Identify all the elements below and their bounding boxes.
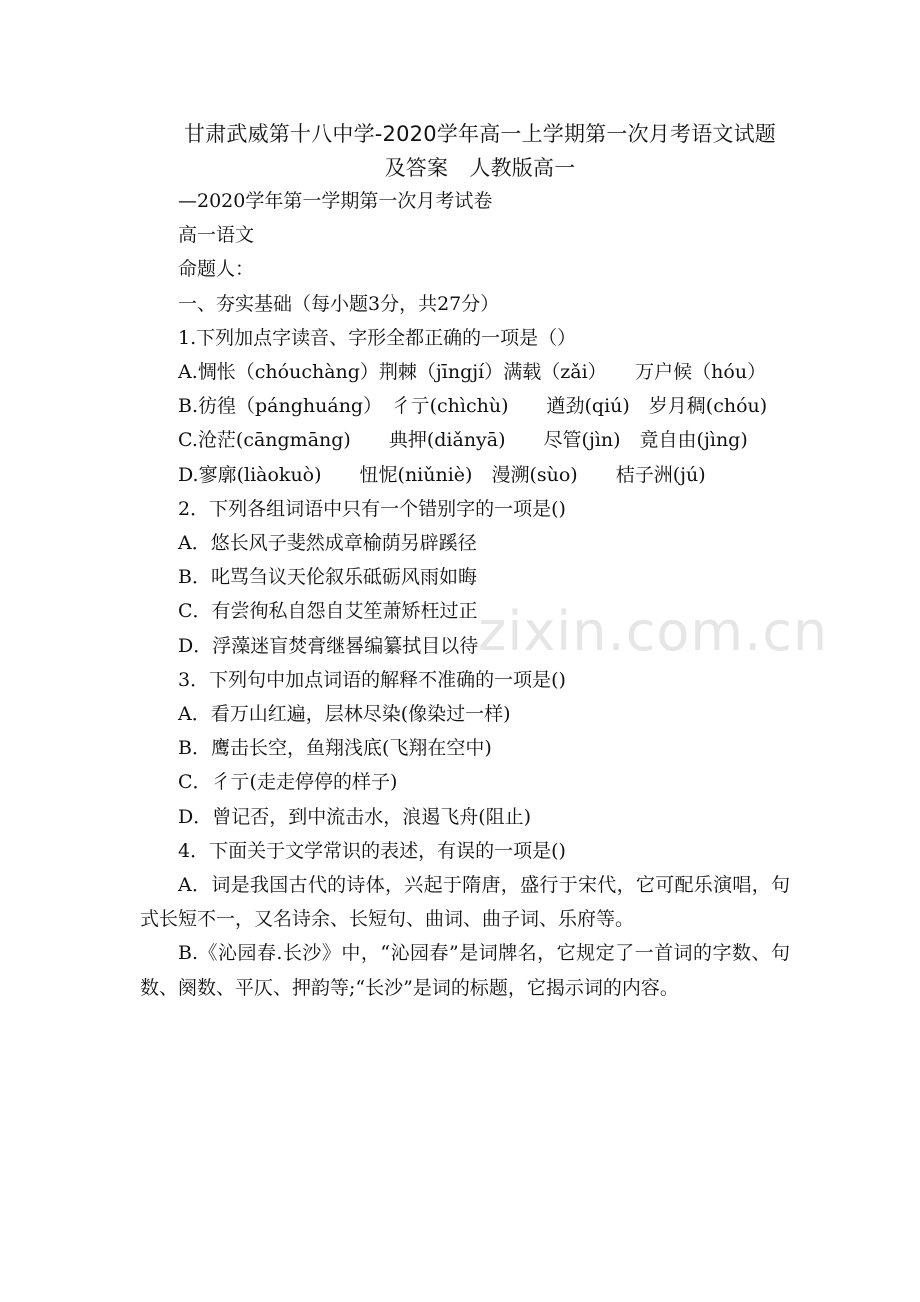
- question-4: 4．下面关于文学常识的表述，有误的一项是(): [178, 839, 566, 862]
- q2-option-c: C．有尝徇私自怨自艾笙萧矫枉过正: [178, 600, 478, 623]
- watermark: zixin.com.cn: [478, 600, 829, 663]
- q1-option-a: A.惆怅（chóuchàng）荆棘（jīngjí）满载（zǎi） 万户候（hóu）: [178, 361, 767, 384]
- q3-option-d: D．曾记否，到中流击水，浪遏飞舟(阻止): [178, 805, 532, 828]
- author-line: 命题人：: [178, 258, 255, 281]
- q3-option-a: A．看万山红遍，层林尽染(像染过一样): [178, 703, 511, 726]
- q3-option-b: B．鹰击长空，鱼翔浅底(飞翔在空中): [178, 737, 492, 760]
- question-1: 1.下列加点字读音、字形全都正确的一项是（）: [178, 326, 577, 349]
- q1-option-b: B.彷徨（pánghuáng） 彳亍(chìchù) 遒劲(qiú) 岁月稠(chóu): [178, 395, 768, 418]
- section-heading: 一、夯实基础（每小题3分，共27分）: [178, 292, 500, 315]
- document-title-line2: 及答案 人教版高一: [384, 156, 576, 180]
- q2-option-d: D．浮藻迷盲焚膏继晷编纂拭目以待: [178, 634, 479, 657]
- q1-option-c: C.沧茫(cāngmāng) 典押(diǎnyā) 尽管(jìn) 竟自由(jìng): [178, 429, 748, 452]
- q3-option-c: C．彳亍(走走停停的样子): [178, 771, 398, 794]
- document-title-line1: 甘肃武威第十八中学-2020学年高一上学期第一次月考语文试题: [183, 122, 777, 146]
- q1-option-d: D.寥廓(liàokuò) 忸怩(niǔniè) 漫溯(sùo) 桔子洲(jú): [178, 463, 706, 486]
- question-3: 3．下列句中加点词语的解释不准确的一项是(): [178, 668, 566, 691]
- question-2: 2．下列各组词语中只有一个错别字的一项是(): [178, 497, 566, 520]
- q4-option-b: B.《沁园春.长沙》中，“沁园春”是词牌名，它规定了一首词的字数、句数、阕数、平仄、押韵等;“长沙”是词的标题，它揭示词的内容。: [140, 942, 790, 999]
- q2-option-b: B．叱骂刍议天伦叙乐砥砺风雨如晦: [178, 566, 477, 589]
- q2-option-a: A．悠长风子斐然成章榆荫另辟蹊径: [178, 532, 477, 555]
- subject-line: 高一语文: [178, 224, 255, 247]
- q4-option-a: A．词是我国古代的诗体，兴起于隋唐，盛行于宋代，它可配乐演唱，句式长短不一，又名诗余、长短句、曲词、曲子词、乐府等。: [140, 874, 790, 931]
- document-body: [140, 184, 790, 1005]
- exam-header: —2020学年第一学期第一次月考试卷: [178, 190, 493, 212]
